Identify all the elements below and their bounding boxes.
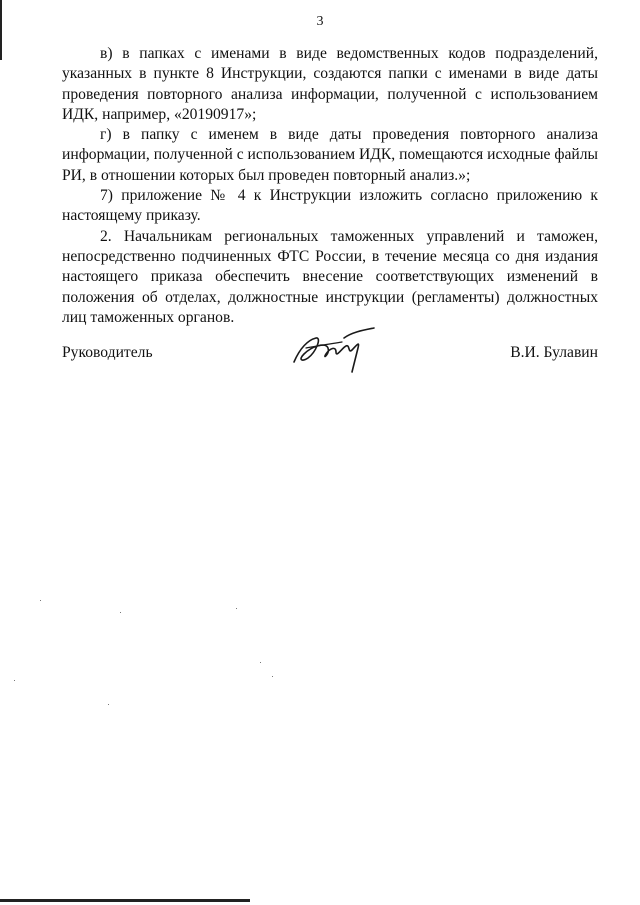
signatory-title: Руководитель [62,344,153,361]
paragraph-7: 7) приложение № 4 к Инструкции изложить согласно приложению к настоящему приказу. [62,187,598,225]
handwritten-signature [286,318,386,378]
page-number: 3 [316,14,324,29]
scan-speck [260,662,261,663]
paragraph-g: г) в папку с именем в виде даты проведения повторного анализа информации, полученной с использованием ИДК, помещаются исходные файлы РИ, в отношении которых был проведен повторный анализ.»; [62,126,598,184]
scan-edge-mark [0,899,250,902]
signature-block [62,318,598,378]
paragraph-v: в) в папках с именами в виде ведомственных кодов подразделений, указанных в пункте 8 Инструкции, создаются папки с именами в виде даты проведения повторного анализа информации, полученной с использованием ИДК, например, «20190917»; [62,45,598,123]
scan-edge-mark [0,0,2,60]
scan-speck [120,612,121,613]
scan-speck [236,608,237,609]
signatory-name: В.И. Булавин [510,344,598,361]
scan-speck [40,600,41,601]
document-body [62,44,598,328]
scan-speck [272,676,273,677]
paragraph-2: 2. Начальникам региональных таможенных управлений и таможен, непосредственно подчиненных ФТС России, в течение месяца со дня издания настоящего приказа обеспечить внесение соответствующих изменений в положения об отделах, должностные инструкции (регламенты) должностных лиц таможенных органов. [62,227,598,326]
scan-speck [14,680,15,681]
scan-speck [108,704,109,705]
